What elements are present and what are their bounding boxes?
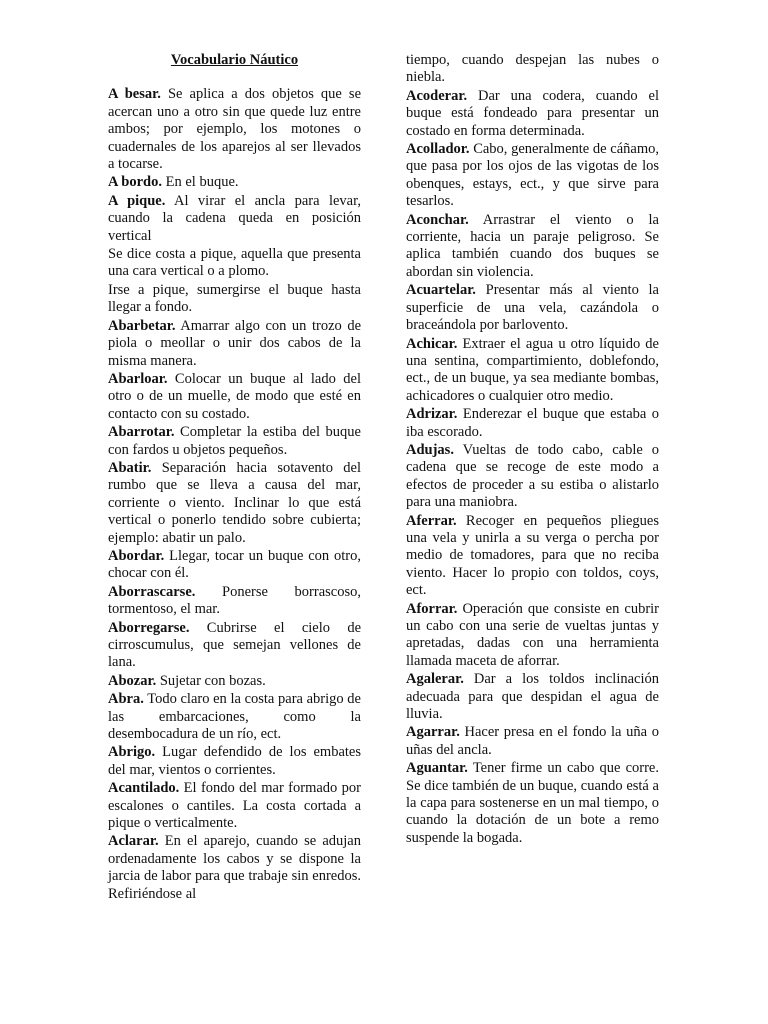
glossary-term: Aguantar. [406, 760, 468, 777]
glossary-definition: Se aplica a dos objetos que se acercan uno a otro sin que quede luz entre ambos; por ejemplo, los motones o cuadernales de los aparejos al ser llevados a tocarse. [108, 86, 362, 173]
glossary-term: Achicar. [406, 335, 458, 352]
glossary-entry [108, 282, 361, 317]
glossary-entry [406, 212, 659, 282]
glossary-term: Abarrotar. [108, 424, 175, 441]
glossary-entry [406, 406, 659, 441]
glossary-definition: El fondo del mar formado por escalones o cantiles. La costa cortada a pique o verticalmente. [108, 780, 361, 832]
glossary-term: Abozar. [108, 672, 157, 689]
left-entry-list [108, 86, 361, 903]
glossary-entry [108, 548, 361, 583]
glossary-entry [108, 833, 361, 903]
glossary-entry [108, 673, 361, 690]
glossary-entry [406, 671, 659, 723]
glossary-definition: Vueltas de todo cabo, cable o cadena que se recoge de este modo a efectos de proceder a su estiba o alistarlo para una maniobra. [406, 441, 659, 511]
glossary-entry [406, 724, 659, 759]
glossary-definition: Arrastrar el viento o la corriente, hacia un paraje peligroso. Se aplica también cuando dos buques se abordan sin violencia. [406, 211, 659, 280]
glossary-term: Aforrar. [406, 600, 458, 617]
glossary-entry [108, 318, 361, 370]
glossary-entry [406, 282, 659, 334]
left-column [108, 52, 361, 904]
glossary-term: Abrigo. [108, 744, 156, 761]
glossary-entry [108, 193, 361, 245]
glossary-entry [406, 442, 659, 512]
glossary-term: Aborregarse. [108, 619, 190, 636]
glossary-term: Adujas. [406, 441, 454, 458]
glossary-term: Acantilado. [108, 780, 180, 797]
glossary-entry [108, 744, 361, 779]
glossary-definition: Sujetar con bozas. [156, 672, 266, 689]
glossary-entry [108, 371, 361, 423]
page-title: Vocabulario Náutico [170, 52, 299, 68]
glossary-definition: Dar a los toldos inclinación adecuada para que despidan el agua de lluvia. [406, 671, 659, 723]
glossary-definition: En el aparejo, cuando se adujan ordenadamente los cabos y se dispone la jarcia de labor para que trabaje sin enredos. Refiriéndose al [108, 833, 361, 902]
glossary-definition: Llegar, tocar un buque con otro, chocar con él. [108, 547, 361, 582]
glossary-definition: Recoger en pequeños pliegues una vela y unirla a su verga o percha por medio de tomadores, para que no reciba viento. Hacer lo propio con toldos, coys, ect. [406, 512, 659, 599]
glossary-term: Acollador. [406, 141, 470, 158]
right-column [406, 52, 659, 848]
glossary-definition: Presentar más al viento la superficie de una vela, cazándola o braceándola por barlovento. [406, 282, 659, 334]
glossary-term: Acoderar. [406, 87, 468, 104]
glossary-term: Agarrar. [406, 724, 460, 741]
glossary-entry [406, 336, 659, 406]
glossary-entry [406, 141, 659, 211]
glossary-term: Adrizar. [406, 406, 458, 423]
glossary-entry [108, 246, 361, 281]
glossary-entry [406, 601, 659, 671]
glossary-entry [406, 52, 659, 87]
glossary-definition: Tener firme un cabo que corre. Se dice también de un buque, cuando está a la capa para sostenerse en un mal tiempo, o cuando la dotación de un bote a remo suspende la bogada. [406, 760, 659, 846]
glossary-definition: Se dice costa a pique, aquella que presenta una cara vertical o a plomo. [108, 246, 361, 280]
glossary-term: A bordo. [108, 174, 162, 191]
glossary-term: Abarbetar. [108, 317, 176, 334]
glossary-term: Abarloar. [108, 370, 168, 387]
glossary-definition: Enderezar el buque que estaba o iba escorado. [406, 406, 659, 440]
glossary-term: A pique. [108, 192, 166, 209]
glossary-definition: Separación hacia sotavento del rumbo que se lleva a causa del mar, corriente o viento. Inclinar lo que está vertical o ponerlo tendido sobre cubierta; ejemplo: abatir un palo. [108, 459, 361, 546]
glossary-entry [108, 780, 361, 832]
glossary-entry [406, 88, 659, 140]
glossary-entry [108, 460, 361, 547]
glossary-definition: En el buque. [162, 174, 239, 191]
glossary-entry [108, 584, 361, 619]
glossary-term: Abra. [108, 691, 144, 708]
glossary-definition: tiempo, cuando despejan las nubes o niebla. [406, 52, 659, 86]
glossary-definition: Completar la estiba del buque con fardos u objetos pequeños. [108, 424, 361, 458]
glossary-entry [108, 620, 361, 672]
glossary-term: A besar. [108, 86, 161, 103]
glossary-definition: Cubrirse el cielo de cirroscumulus, que semejan vellones de lana. [108, 619, 361, 671]
glossary-term: Abatir. [108, 459, 152, 476]
glossary-term: Aferrar. [406, 512, 457, 529]
glossary-definition: Extraer el agua u otro líquido de una sentina, compartimiento, doblefondo, ect., de un buque, ya sea mediante bombas, achicadores o cualquier otro medio. [406, 335, 659, 404]
glossary-definition: Al virar el ancla para levar, cuando la cadena queda en posición vertical [108, 192, 361, 244]
glossary-entry [108, 691, 361, 743]
glossary-term: Acuartelar. [406, 282, 476, 299]
glossary-definition: Irse a pique, sumergirse el buque hasta llegar a fondo. [108, 281, 361, 316]
glossary-term: Aconchar. [406, 211, 469, 228]
glossary-entry [108, 86, 361, 173]
glossary-definition: Hacer presa en el fondo la uña o uñas del ancla. [406, 724, 659, 758]
glossary-entry [406, 760, 659, 847]
glossary-entry [406, 513, 659, 600]
glossary-definition: Operación que consiste en cubrir un cabo con una serie de vueltas juntas y apretadas, dadas con una herramienta llamada maceta de aforrar. [406, 600, 659, 669]
glossary-definition: Dar una codera, cuando el buque está fondeado para presentar un costado en forma determinada. [406, 87, 659, 139]
glossary-term: Agalerar. [406, 671, 464, 688]
glossary-definition: Todo claro en la costa para abrigo de las embarcaciones, como la desembocadura de un río, ect. [108, 691, 361, 743]
glossary-definition: Amarrar algo con un trozo de piola o meollar o unir dos cabos de la misma manera. [108, 317, 361, 369]
glossary-definition: Ponerse borrascoso, tormentoso, el mar. [108, 583, 361, 618]
glossary-entry [108, 174, 361, 191]
right-entry-list [406, 52, 659, 847]
glossary-definition: Colocar un buque al lado del otro o de un muelle, de modo que esté en contacto con su costado. [108, 370, 361, 422]
glossary-term: Aclarar. [108, 833, 159, 850]
glossary-term: Aborrascarse. [108, 583, 196, 600]
glossary-definition: Lugar defendido de los embates del mar, vientos o corrientes. [108, 744, 361, 778]
glossary-definition: Cabo, generalmente de cáñamo, que pasa por los ojos de las vigotas de los obenques, estays, ect., y que sirve para tesarlos. [406, 141, 659, 210]
glossary-entry [108, 424, 361, 459]
glossary-term: Abordar. [108, 547, 165, 564]
